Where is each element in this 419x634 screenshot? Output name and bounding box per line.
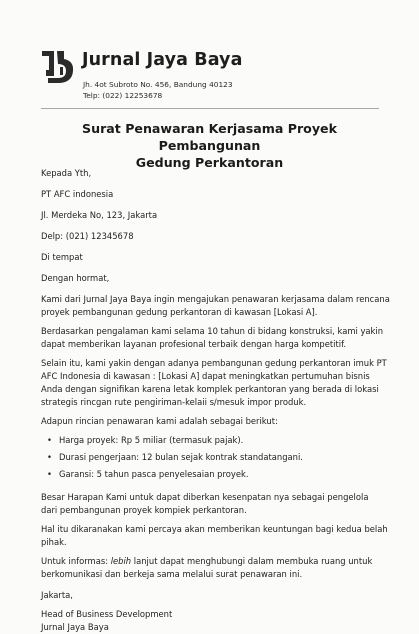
paragraph-3-line: strategis rincgan rute pengiriman-kelaii s/mesuk impor produk. bbox=[41, 397, 307, 407]
paragraph-1-line: proyek pembangunan gedung perkantoran di kawasan [Lokasi A]. bbox=[41, 307, 318, 317]
company-address: Jh. 4ot Subroto No. 456, Bandung 40123 bbox=[83, 80, 233, 89]
paragraph-7 bbox=[41, 555, 385, 581]
company-phone: Telp: (022) 12253678 bbox=[83, 91, 163, 100]
list-item: • Harga proyek: Rp 5 miliar (termasuk pajak). bbox=[41, 434, 385, 447]
company-name: Jurnal Jaya Baya bbox=[82, 50, 243, 70]
paragraph-3-line: AFC Indonesia di kawasan : [Lokasi A] dapat meningkatkan pertumuhan bisnis bbox=[41, 371, 370, 381]
recipient-address: Jl. Merdeka No, 123, Jakarta bbox=[41, 210, 158, 220]
paragraph-4: Adapun rincian penawaran kami adalah sebagai berikut: bbox=[41, 416, 278, 426]
paragraph-5 bbox=[41, 491, 385, 517]
closing-company: Jurnal Jaya Baya bbox=[41, 622, 109, 632]
closing-block bbox=[41, 589, 385, 634]
paragraph-7-italic: lebih bbox=[110, 556, 132, 566]
paragraph-2-line: dapat memberikan layanan profesional terbaik dengan harga kompetitif. bbox=[41, 339, 347, 349]
paragraph-2-line: Berdasarkan pengalaman kami selama 10 tahun di bidang konstruksi, kami yakin bbox=[41, 326, 384, 336]
company-address-block bbox=[83, 79, 233, 101]
paragraph-3-line: Anda dengan signifikan karena letak komplek perkantoran yang berada di lokasi bbox=[41, 384, 379, 394]
paragraph-1-line: Kami dari Jurnal Jaya Baya ingin mengajukan penawaran kerjasama dalam rencana bbox=[41, 294, 390, 304]
paragraph-5-line: dari pembangunan proyek kompiek perkantoran. bbox=[41, 505, 247, 515]
letter-body bbox=[41, 167, 390, 634]
recipient-place: Di tempat bbox=[41, 252, 83, 262]
offer-details-list bbox=[41, 434, 385, 481]
paragraph-7-line bbox=[41, 555, 385, 568]
closing-role: Head of Business Development bbox=[41, 609, 173, 619]
paragraph-3-line: Selain itu, kami yakin dengan adanya pembangunan gedung perkantoran imuk PT bbox=[41, 358, 387, 368]
paragraph-6 bbox=[41, 523, 388, 549]
letterhead bbox=[41, 47, 381, 103]
letter-title bbox=[40, 120, 379, 171]
list-item: • Garansi: 5 tahun pasca penyelesaian proyek. bbox=[41, 468, 385, 481]
company-logo-icon bbox=[41, 49, 75, 85]
paragraph-2 bbox=[41, 325, 385, 351]
paragraph-7-lead: Untuk informas: bbox=[41, 556, 111, 566]
recipient-phone: Delp: (021) 12345678 bbox=[41, 231, 134, 241]
paragraph-6-line: pihak. bbox=[41, 537, 67, 547]
salutation: Dengan hormat, bbox=[41, 273, 110, 283]
recipient-company: PT AFC indonesia bbox=[41, 189, 114, 199]
paragraph-1 bbox=[41, 293, 390, 319]
paragraph-3 bbox=[41, 357, 385, 409]
letter-title-line-2: Gedung Perkantoran bbox=[135, 155, 284, 170]
recipient-greeting: Kepada Yth, bbox=[41, 168, 92, 178]
header-divider bbox=[41, 108, 379, 109]
paragraph-6-line: Hal itu dikaranakan kami percaya akan memberikan keuntungan bagi kedua belah bbox=[41, 524, 388, 534]
paragraph-7-rest: lanjut dapat menghubungi dalam membuka ruang untuk bbox=[131, 556, 373, 566]
letter-title-line-1: Surat Penawaran Kerjasama Proyek Pembangunan bbox=[82, 121, 337, 153]
paragraph-7-line: berkomunikasi dan berkeja sama melalui surat penawaran ini. bbox=[41, 569, 303, 579]
closing-city: Jakarta, bbox=[41, 590, 73, 600]
list-item: • Durasi pengerjaan: 12 bulan sejak kontrak standatangani. bbox=[41, 451, 385, 464]
paragraph-5-line: Besar Harapan Kami untuk dapat diberkan kesenpatan nya sebagai pengelola bbox=[41, 492, 369, 502]
